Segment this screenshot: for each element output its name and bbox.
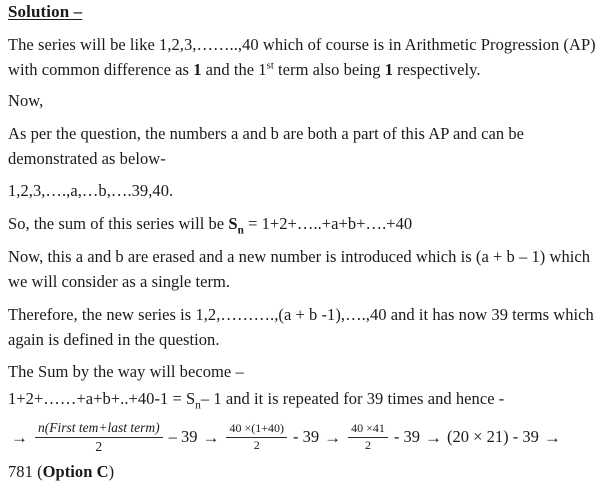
minus-thirty-nine-term: - 39 bbox=[393, 427, 421, 446]
minus-thirty-nine-term: – 39 bbox=[168, 427, 198, 446]
paragraph-text-part: ) bbox=[108, 462, 115, 481]
right-arrow-icon: → bbox=[11, 427, 28, 447]
paragraph-text-part: = 1+2+…..+a+b+….+40 bbox=[243, 214, 413, 233]
paragraph-text-part: and the 1 bbox=[201, 60, 267, 79]
paragraph-sum-expansion bbox=[8, 386, 604, 411]
page-title: Solution – bbox=[8, 2, 83, 21]
paragraph-question-setup: As per the question, the numbers a and b are both a part of this AP and can be demonstrated as below- bbox=[8, 124, 525, 168]
right-arrow-icon: → bbox=[202, 427, 220, 447]
fraction-substituted-values bbox=[226, 422, 287, 452]
product-expression: (20 × 21) - 39 bbox=[447, 427, 539, 446]
paragraph-new-series: Therefore, the new series is 1,2,……….,(a + b -1),….,40 and it has now 39 terms which again is defined in the question. bbox=[8, 305, 594, 349]
answer-value: 781 ( bbox=[8, 462, 43, 481]
paragraph-now: Now, bbox=[8, 91, 44, 110]
paragraph-text-part: The series will be like 1,2,3,……..,40 which of course is in Arithmetic Progression (AP) with common difference as bbox=[8, 35, 596, 79]
paragraph-text-part: So, the sum of this series will be bbox=[8, 214, 229, 233]
sum-symbol-subscript: n bbox=[195, 399, 201, 412]
fraction-general-formula bbox=[35, 420, 163, 453]
fraction-denominator: 2 bbox=[226, 437, 287, 452]
fraction-denominator: 2 bbox=[348, 437, 388, 452]
right-arrow-icon: → bbox=[543, 427, 561, 447]
sum-symbol: S bbox=[186, 389, 196, 408]
fraction-numerator: 40 ×41 bbox=[351, 421, 385, 436]
paragraph-final-answer bbox=[8, 459, 604, 484]
minus-thirty-nine-term: - 39 bbox=[293, 427, 320, 446]
paragraph-text-part: respectively. bbox=[393, 60, 481, 79]
paragraph-series-listing: 1,2,3,….,a,…b,….39,40. bbox=[8, 181, 174, 200]
sum-symbol-subscript: n bbox=[237, 224, 244, 237]
bold-common-difference: 1 bbox=[193, 60, 202, 79]
right-arrow-icon: → bbox=[324, 427, 342, 447]
right-arrow-icon: → bbox=[425, 427, 443, 447]
paragraph-text-part: term also being bbox=[273, 60, 385, 79]
paragraph-series-definition bbox=[8, 32, 604, 82]
paragraph-sum-becomes: The Sum by the way will become – bbox=[8, 362, 244, 381]
fraction-numerator: n(First tem+last term) bbox=[38, 420, 160, 436]
fraction-simplified bbox=[348, 422, 388, 452]
answer-option-label: Option C bbox=[42, 462, 109, 481]
fraction-numerator: 40 ×(1+40) bbox=[229, 421, 285, 436]
paragraph-sum-formula bbox=[8, 211, 604, 236]
paragraph-text-part: 1+2+……+a+b+..+40-1 = bbox=[8, 389, 187, 408]
bold-first-term: 1 bbox=[384, 60, 393, 79]
ordinal-superscript: st bbox=[266, 59, 274, 72]
derivation-math-line bbox=[8, 415, 608, 459]
sum-symbol: S bbox=[228, 214, 238, 233]
paragraph-erased-numbers: Now, this a and b are erased and a new number is introduced which is (a + b – 1) which we will consider as a single term. bbox=[8, 247, 591, 291]
fraction-denominator: 2 bbox=[35, 437, 163, 454]
paragraph-text-part: – 1 and it is repeated for 39 times and hence - bbox=[200, 389, 505, 408]
